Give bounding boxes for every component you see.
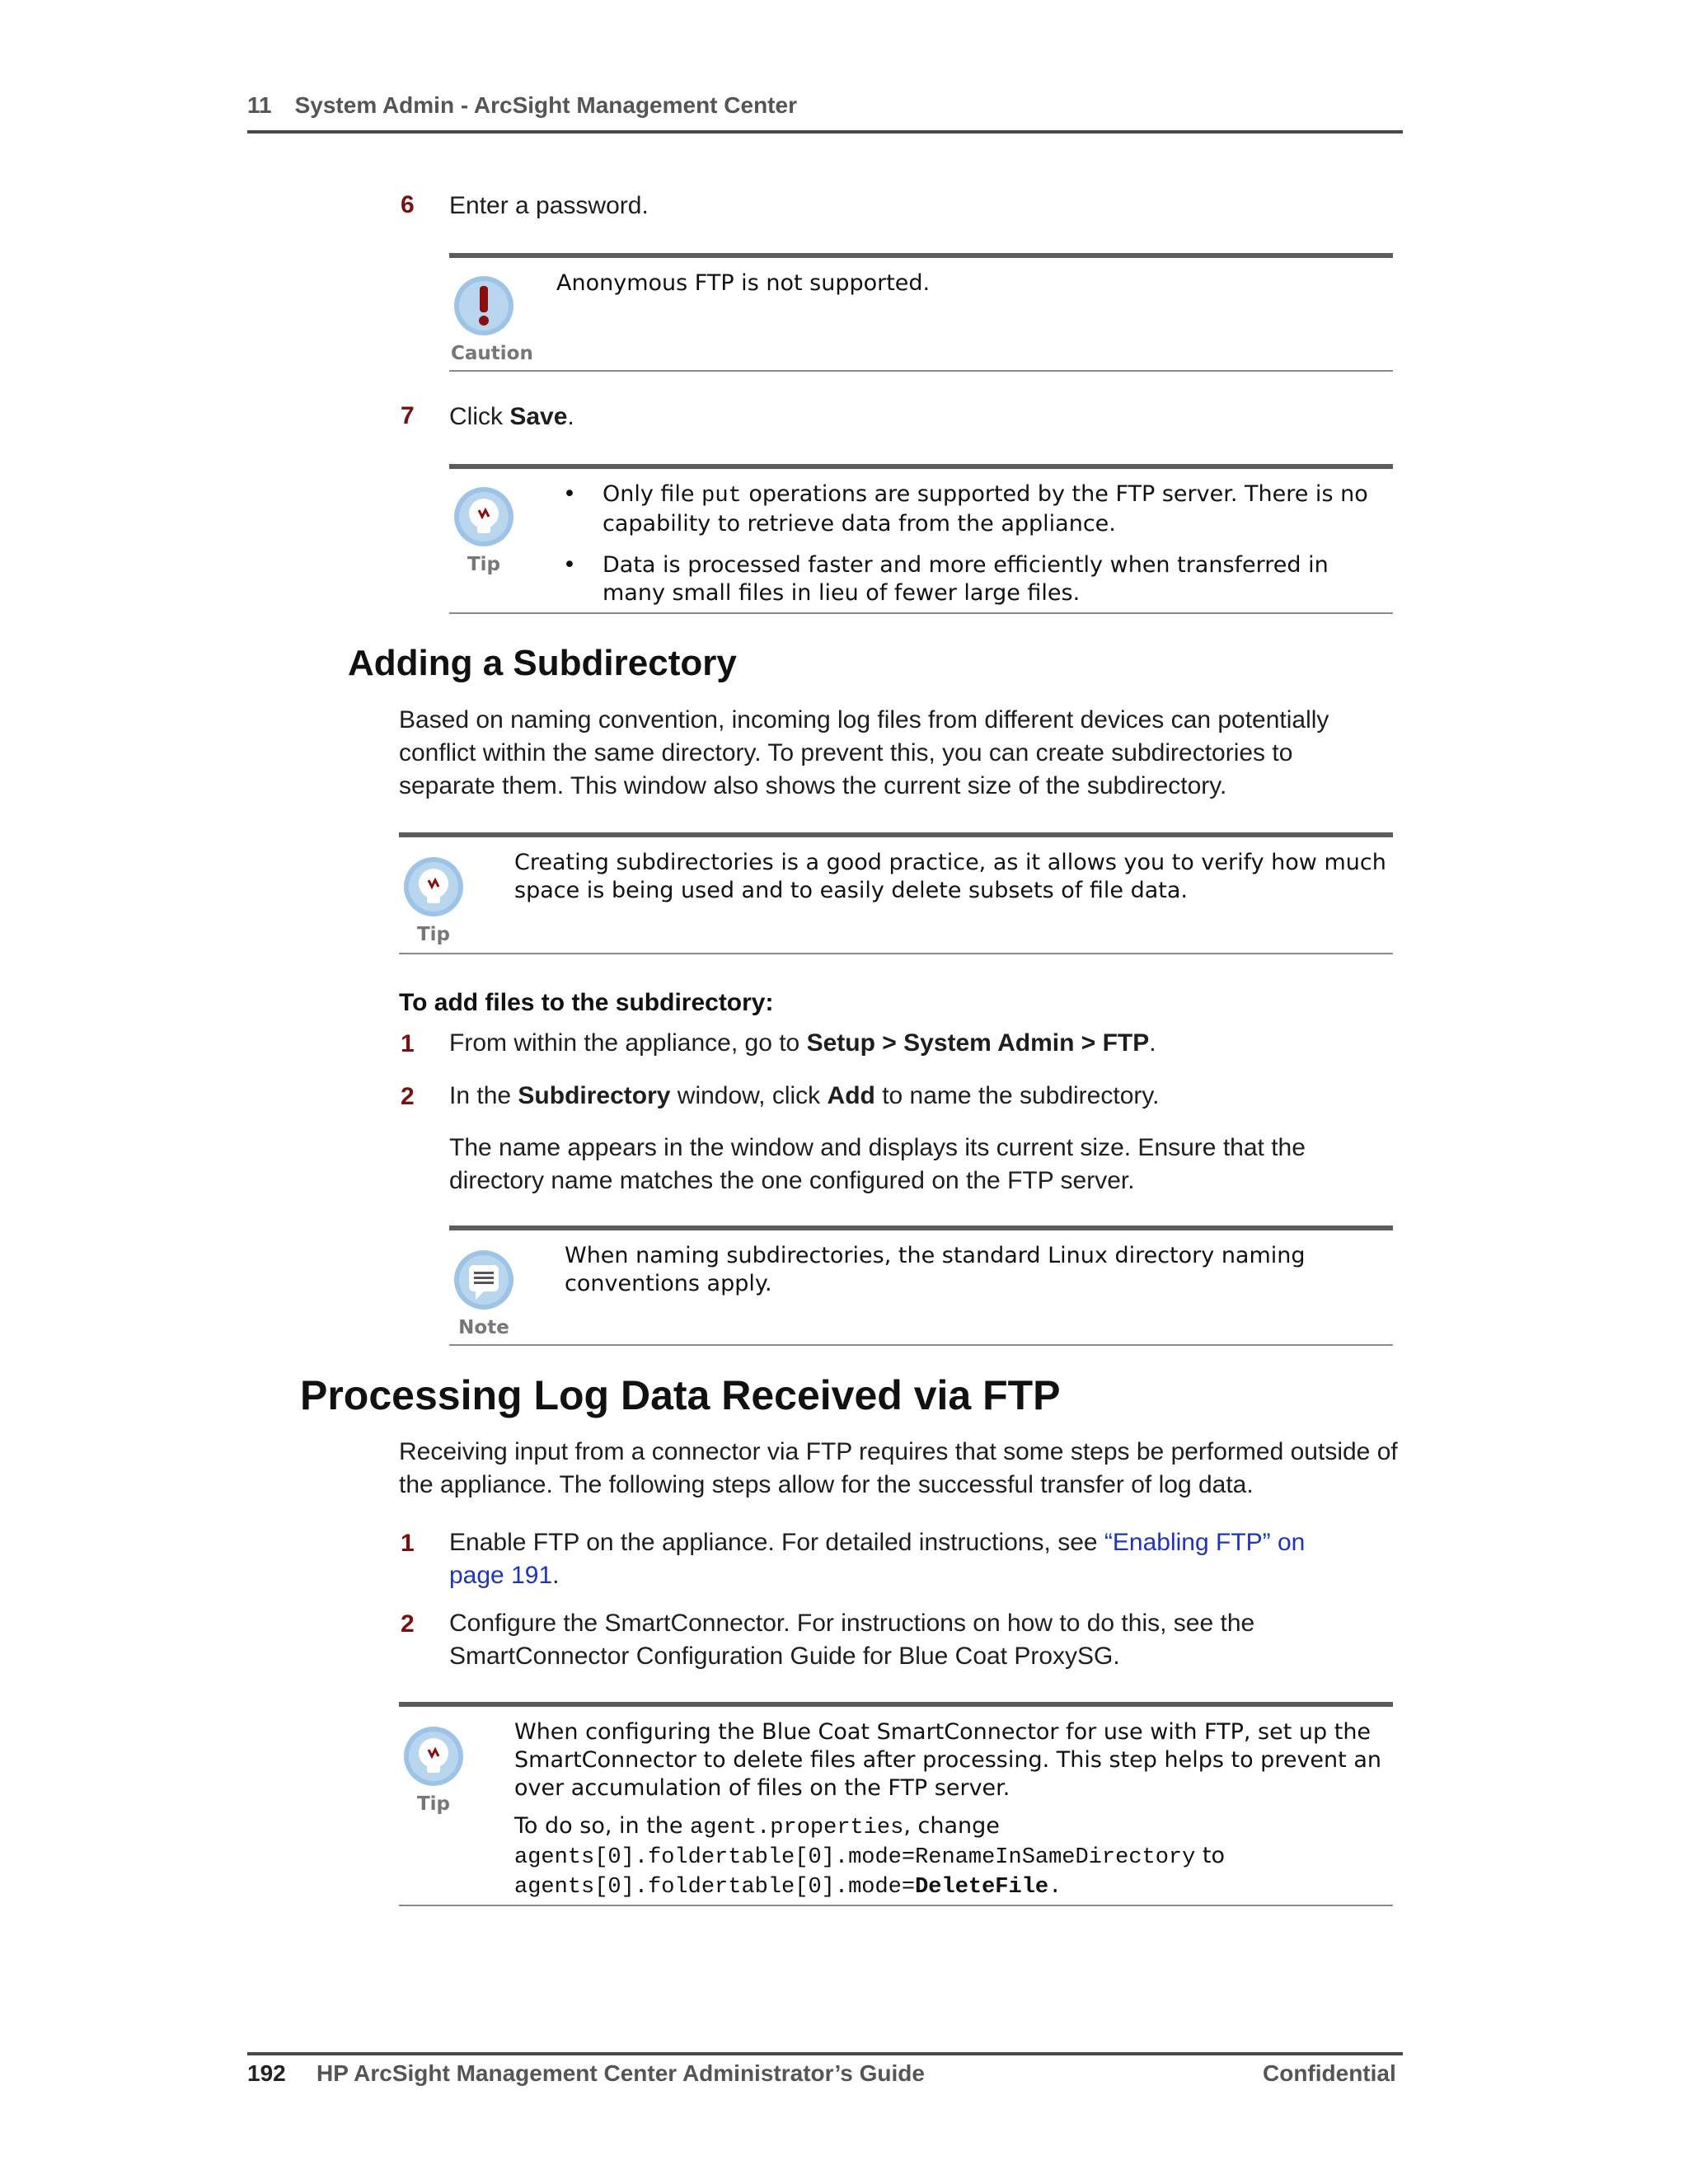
save-label: Save bbox=[509, 403, 568, 430]
paragraph-line: conflict within the same directory. To prevent this, you can create subdirectories to bbox=[399, 739, 1293, 766]
step-text-post: . bbox=[1149, 1029, 1156, 1057]
page-reference-link[interactable]: page 191 bbox=[449, 1562, 553, 1589]
tip-line: SmartConnector to delete files after processing. This step helps to prevent an bbox=[514, 1747, 1381, 1773]
note-line: conventions apply. bbox=[565, 1271, 772, 1296]
procedure-heading: To add files to the subdirectory: bbox=[399, 989, 774, 1016]
paragraph-line: the appliance. The following steps allow for the successful transfer of log data. bbox=[399, 1471, 1254, 1498]
tip-icon-group bbox=[451, 485, 517, 575]
section-paragraph bbox=[399, 704, 1388, 803]
tip-line bbox=[514, 1842, 1388, 1872]
note-line: When naming subdirectories, the standard Linux directory naming bbox=[565, 1243, 1306, 1268]
tip-content bbox=[514, 849, 1386, 905]
step-text-post: to name the subdirectory. bbox=[874, 1082, 1160, 1109]
caution-text: Anonymous FTP is not supported. bbox=[556, 270, 931, 296]
step-number: 1 bbox=[401, 1530, 415, 1557]
caution-box bbox=[449, 253, 1393, 372]
note-box bbox=[449, 1226, 1393, 1346]
footer-rule bbox=[247, 2052, 1403, 2055]
tip-line bbox=[514, 1872, 1388, 1901]
tip-content bbox=[563, 480, 1387, 621]
tip-line: over accumulation of files on the FTP server. bbox=[514, 1775, 1010, 1801]
tip-icon-group bbox=[401, 1725, 467, 1815]
menu-separator: > bbox=[1074, 1029, 1103, 1057]
tip-bullet-line1: Data is processed faster and more efficiently when transferred in bbox=[603, 552, 1329, 578]
tip-bullet-pre: Only file bbox=[603, 481, 702, 507]
paragraph-line: separate them. This window also shows the current size of the subdirectory. bbox=[399, 772, 1227, 799]
note-icon bbox=[451, 1249, 517, 1311]
tip-line: Creating subdirectories is a good practice, as it allows you to verify how much bbox=[514, 850, 1386, 875]
tip-bullet bbox=[563, 480, 1387, 538]
confidential-label: Confidential bbox=[1263, 2060, 1396, 2086]
step-number: 2 bbox=[401, 1083, 415, 1110]
code-delete-mode-prefix: agents[0].foldertable[0].mode= bbox=[514, 1875, 916, 1900]
tip-caption: Tip bbox=[416, 1793, 451, 1815]
step-text-pre: Enable FTP on the appliance. For detailed instructions, see bbox=[449, 1529, 1104, 1556]
tip-text-post: , change bbox=[903, 1813, 1000, 1839]
add-label: Add bbox=[827, 1082, 875, 1109]
menu-separator: > bbox=[874, 1029, 904, 1057]
section-paragraph bbox=[399, 1436, 1404, 1502]
step-line: Configure the SmartConnector. For instructions on how to do this, see the bbox=[449, 1610, 1255, 1637]
tip-line: When configuring the Blue Coat SmartConnector for use with FTP, set up the bbox=[514, 1719, 1372, 1745]
step-text-post: . bbox=[567, 403, 574, 430]
note-content bbox=[565, 1242, 1306, 1298]
step-text-mid: window, click bbox=[670, 1082, 828, 1109]
tip-bullet-line2: many small files in lieu of fewer large files. bbox=[603, 580, 1081, 606]
step-line: SmartConnector Configuration Guide for Blue Coat ProxySG. bbox=[449, 1643, 1120, 1670]
menu-setup: Setup bbox=[806, 1029, 875, 1057]
menu-system-admin: System Admin bbox=[903, 1029, 1075, 1057]
paragraph-line: Receiving input from a connector via FTP requires that some steps be performed outside of bbox=[399, 1438, 1398, 1465]
code-period: . bbox=[1048, 1875, 1062, 1900]
bullet-dot: • bbox=[563, 552, 576, 578]
paragraph-line: Based on naming convention, incoming log files from different devices can potentially bbox=[399, 706, 1329, 733]
step-text-pre: From within the appliance, go to bbox=[449, 1029, 807, 1057]
step-text bbox=[449, 1080, 1159, 1113]
code-rename-mode: agents[0].foldertable[0].mode=RenameInSameDirectory bbox=[514, 1845, 1196, 1870]
caution-icon bbox=[451, 274, 517, 337]
tip-icon-group bbox=[401, 855, 467, 945]
tip-text-post: to bbox=[1195, 1843, 1226, 1868]
tip-bullet-post: operations are supported by the FTP server. There is no bbox=[741, 481, 1368, 507]
step-number: 2 bbox=[401, 1610, 415, 1638]
tip-box bbox=[399, 1702, 1393, 1906]
running-header bbox=[247, 92, 1403, 134]
step-number: 1 bbox=[401, 1030, 415, 1057]
step-paragraph bbox=[449, 1132, 1306, 1197]
note-caption: Note bbox=[458, 1317, 509, 1338]
chapter-number: 11 bbox=[247, 92, 272, 118]
code-put: put bbox=[701, 484, 742, 509]
paragraph-line: directory name matches the one configured on the FTP server. bbox=[449, 1167, 1135, 1194]
step-text-pre: In the bbox=[449, 1082, 518, 1109]
tip-box bbox=[399, 832, 1393, 954]
lightbulb-icon bbox=[451, 485, 517, 548]
tip-line: space is being used and to easily delete subsets of file data. bbox=[514, 878, 1188, 903]
step-text bbox=[449, 1526, 1356, 1592]
step-number: 7 bbox=[401, 402, 415, 429]
code-delete-file: DeleteFile bbox=[915, 1875, 1049, 1900]
tip-box bbox=[449, 464, 1393, 614]
tip-text-pre: To do so, in the bbox=[514, 1813, 691, 1839]
guide-title: HP ArcSight Management Center Administrator’s Guide bbox=[316, 2060, 925, 2086]
chapter-title: System Admin - ArcSight Management Center bbox=[294, 92, 797, 118]
tip-bullet bbox=[563, 551, 1387, 607]
caution-icon-group bbox=[451, 274, 533, 364]
lightbulb-icon bbox=[401, 1725, 467, 1788]
lightbulb-icon bbox=[401, 855, 467, 918]
section-heading: Adding a Subdirectory bbox=[348, 643, 737, 683]
step-text-post: . bbox=[552, 1562, 560, 1589]
bullet-dot: • bbox=[563, 481, 576, 507]
step-text bbox=[449, 1607, 1356, 1673]
step-text bbox=[449, 1027, 1156, 1060]
paragraph-line: The name appears in the window and displays its current size. Ensure that the bbox=[449, 1134, 1306, 1161]
step-text-pre: Click bbox=[449, 403, 510, 430]
enabling-ftp-link[interactable]: “Enabling FTP” on bbox=[1104, 1529, 1306, 1556]
tip-caption: Tip bbox=[467, 554, 501, 575]
step-number: 6 bbox=[401, 191, 415, 218]
tip-content bbox=[514, 1718, 1388, 1901]
tip-line bbox=[514, 1812, 1388, 1842]
step-text bbox=[449, 401, 574, 434]
section-heading: Processing Log Data Received via FTP bbox=[300, 1372, 1061, 1418]
menu-ftp: FTP bbox=[1102, 1029, 1150, 1057]
page-number: 192 bbox=[247, 2060, 286, 2086]
step-text: Enter a password. bbox=[449, 192, 649, 219]
caution-caption: Caution bbox=[451, 343, 533, 364]
note-icon-group bbox=[451, 1249, 517, 1338]
tip-caption: Tip bbox=[416, 924, 451, 945]
subdirectory-label: Subdirectory bbox=[518, 1082, 671, 1109]
code-agent-properties: agent.properties bbox=[690, 1816, 904, 1840]
tip-bullet-line2: capability to retrieve data from the appliance. bbox=[603, 511, 1116, 537]
